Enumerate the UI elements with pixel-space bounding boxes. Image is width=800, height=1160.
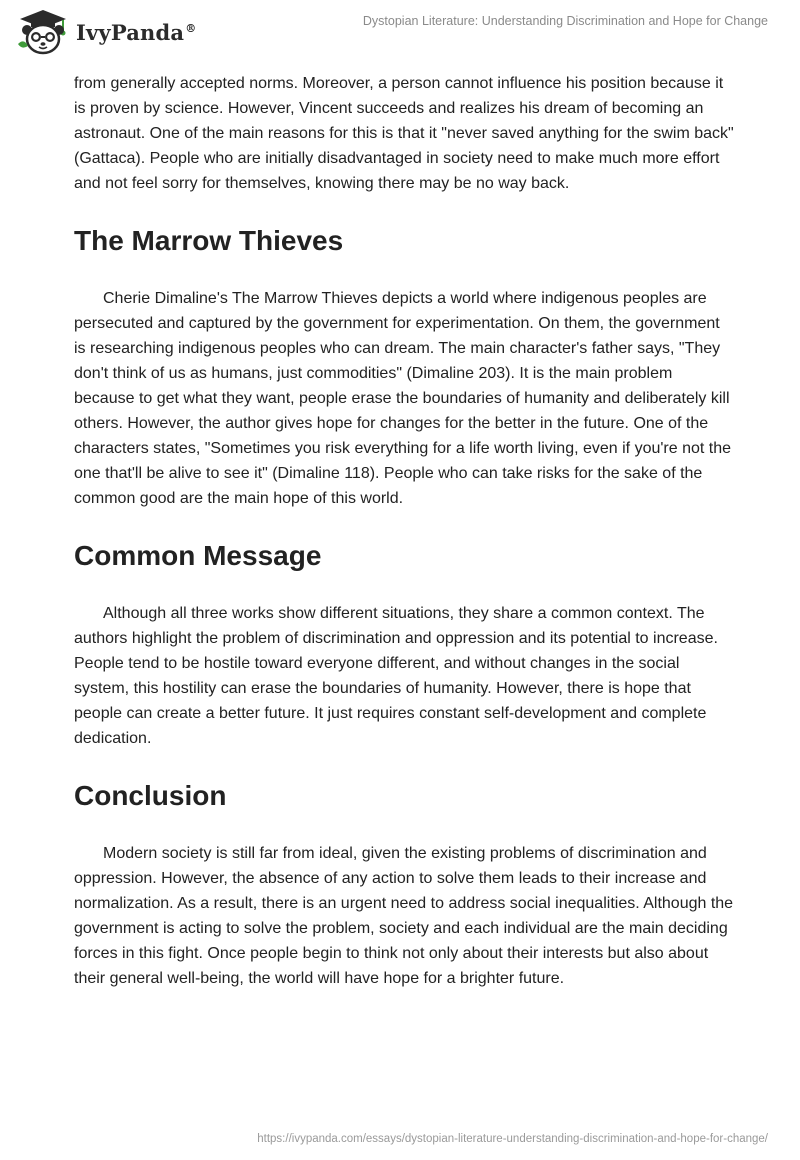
ivypanda-logo[interactable] [14,8,196,56]
registered-mark: ® [185,21,197,35]
section-paragraph-conclusion: Modern society is still far from ideal, given the existing problems of discrimination and oppression. However, the absence of any action to solve them leads to their increase and normalization. As a result, there is an urgent need to address social inequalities. Although the government is acting to solve the problem, society and each individual are the main deciding forces in this fight. Once people begin to think not only about their interests but also about their general well-being, the world will have hope for a brighter future. [74,845,734,987]
source-url[interactable]: https://ivypanda.com/essays/dystopian-literature-understanding-discrimination-and-hope-for-change/ [257,1133,768,1145]
essay-body [74,71,734,991]
panda-graduate-icon [14,8,72,56]
intro-paragraph: from generally accepted norms. Moreover, a person cannot influence his position because it is proven by science. However, Vincent succeeds and realizes his dream of becoming an astronaut. One of the main reasons for this is that it "never saved anything for the swim back" (Gattaca). People who are initially disadvantaged in society need to make much more effort and not feel sorry for themselves, knowing there may be no way back. [74,75,734,192]
section-paragraph-marrow-thieves: Cherie Dimaline's The Marrow Thieves depicts a world where indigenous peoples are persecuted and captured by the government for experimentation. On them, the government is researching indigenous peoples who can dream. The main character's father says, "They don't think of us as humans, just commodities" (Dimaline 203). It is the main problem because to get what they want, people erase the boundaries of humanity and deliberately kill others. However, the author gives hope for changes for the better in the future. One of the characters states, "Sometimes you risk everything for a life worth living, even if you're not the one that'll be alive to see it" (Dimaline 118). People who can take risks for the sake of the common good are the main hope of this world. [74,290,732,507]
section-heading-conclusion: Conclusion [74,780,227,811]
brand-name [76,20,196,45]
brand-label: IvyPanda [76,19,185,45]
section-heading-common-message: Common Message [74,540,322,571]
section-paragraph-common-message: Although all three works show different situations, they share a common context. The authors highlight the problem of discrimination and oppression and its potential to increase. People tend to be hostile toward everyone different, and without changes in the social system, this hostility can erase the boundaries of humanity. However, there is hope that people can create a better future. It just requires constant self-development and complete dedication. [74,605,718,747]
document-title: Dystopian Literature: Understanding Discrimination and Hope for Change [362,14,768,28]
page-header [0,0,800,64]
section-heading-marrow-thieves: The Marrow Thieves [74,225,344,256]
